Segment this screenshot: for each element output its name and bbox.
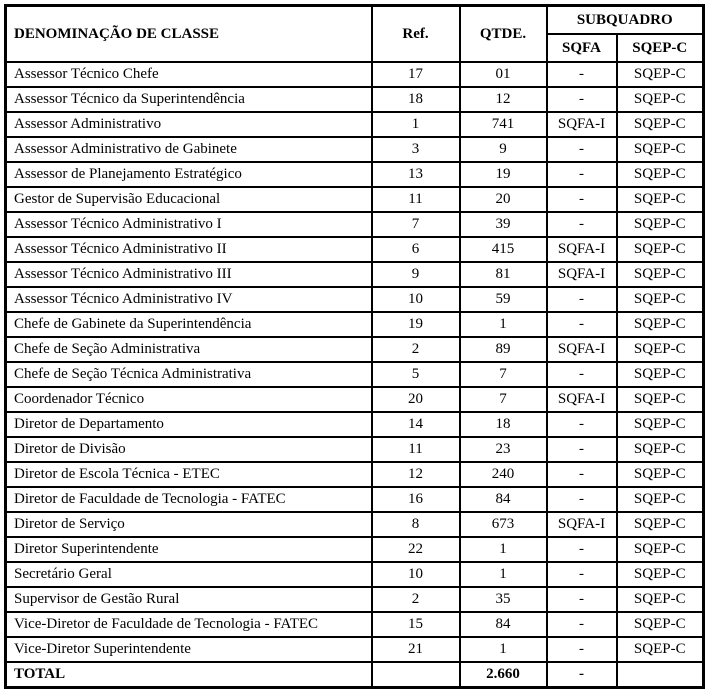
sqep-cell	[617, 662, 704, 688]
class-name-cell: Secretário Geral	[6, 562, 372, 587]
sqep-cell: SQEP-C	[617, 287, 704, 312]
class-name-cell: Assessor Técnico Administrativo I	[6, 212, 372, 237]
class-name-cell: TOTAL	[6, 662, 372, 688]
table-row	[6, 312, 704, 337]
table-row	[6, 587, 704, 612]
sqfa-cell: SQFA-I	[547, 337, 617, 362]
table-row	[6, 262, 704, 287]
sqfa-cell: SQFA-I	[547, 387, 617, 412]
ref-cell: 19	[372, 312, 460, 337]
class-quantity-table	[4, 4, 705, 689]
sqfa-cell: -	[547, 562, 617, 587]
qtde-cell: 12	[460, 87, 547, 112]
qtde-cell: 18	[460, 412, 547, 437]
sqfa-cell: -	[547, 587, 617, 612]
table-row	[6, 162, 704, 187]
class-name-cell: Gestor de Supervisão Educacional	[6, 187, 372, 212]
qtde-cell: 23	[460, 437, 547, 462]
ref-cell: 14	[372, 412, 460, 437]
sqfa-cell: -	[547, 212, 617, 237]
table-row	[6, 237, 704, 262]
class-name-cell: Vice-Diretor Superintendente	[6, 637, 372, 662]
table-row	[6, 562, 704, 587]
class-name-cell: Diretor de Divisão	[6, 437, 372, 462]
table-row	[6, 637, 704, 662]
header-qtde: QTDE.	[460, 6, 547, 63]
table-row	[6, 412, 704, 437]
qtde-cell: 19	[460, 162, 547, 187]
table-body	[6, 62, 704, 688]
sqep-cell: SQEP-C	[617, 387, 704, 412]
ref-cell: 16	[372, 487, 460, 512]
sqfa-cell: -	[547, 662, 617, 688]
qtde-cell: 81	[460, 262, 547, 287]
table-row	[6, 337, 704, 362]
qtde-cell: 84	[460, 487, 547, 512]
class-name-cell: Assessor Técnico Administrativo II	[6, 237, 372, 262]
sqep-cell: SQEP-C	[617, 187, 704, 212]
header-sqfa: SQFA	[547, 34, 617, 62]
ref-cell: 17	[372, 62, 460, 87]
sqep-cell: SQEP-C	[617, 637, 704, 662]
qtde-cell: 2.660	[460, 662, 547, 688]
qtde-cell: 240	[460, 462, 547, 487]
table-row	[6, 212, 704, 237]
qtde-cell: 39	[460, 212, 547, 237]
table-row	[6, 287, 704, 312]
table-row	[6, 387, 704, 412]
sqep-cell: SQEP-C	[617, 212, 704, 237]
table-row	[6, 87, 704, 112]
table-row	[6, 487, 704, 512]
sqep-cell: SQEP-C	[617, 312, 704, 337]
class-name-cell: Vice-Diretor de Faculdade de Tecnologia - FATEC	[6, 612, 372, 637]
ref-cell: 6	[372, 237, 460, 262]
ref-cell: 11	[372, 187, 460, 212]
sqfa-cell: -	[547, 362, 617, 387]
sqep-cell: SQEP-C	[617, 62, 704, 87]
qtde-cell: 84	[460, 612, 547, 637]
qtde-cell: 7	[460, 362, 547, 387]
sqep-cell: SQEP-C	[617, 412, 704, 437]
sqfa-cell: -	[547, 62, 617, 87]
sqfa-cell: -	[547, 462, 617, 487]
table-row	[6, 437, 704, 462]
sqfa-cell: -	[547, 487, 617, 512]
sqfa-cell: -	[547, 612, 617, 637]
qtde-cell: 01	[460, 62, 547, 87]
class-name-cell: Coordenador Técnico	[6, 387, 372, 412]
sqfa-cell: SQFA-I	[547, 262, 617, 287]
ref-cell	[372, 662, 460, 688]
ref-cell: 22	[372, 537, 460, 562]
sqfa-cell: -	[547, 162, 617, 187]
class-name-cell: Assessor Técnico Administrativo III	[6, 262, 372, 287]
ref-cell: 11	[372, 437, 460, 462]
ref-cell: 2	[372, 587, 460, 612]
class-name-cell: Diretor de Faculdade de Tecnologia - FATEC	[6, 487, 372, 512]
sqfa-cell: -	[547, 187, 617, 212]
table-row	[6, 137, 704, 162]
sqfa-cell: -	[547, 137, 617, 162]
sqep-cell: SQEP-C	[617, 262, 704, 287]
sqep-cell: SQEP-C	[617, 512, 704, 537]
table-row	[6, 62, 704, 87]
qtde-cell: 7	[460, 387, 547, 412]
class-name-cell: Diretor de Escola Técnica - ETEC	[6, 462, 372, 487]
ref-cell: 2	[372, 337, 460, 362]
class-name-cell: Chefe de Seção Administrativa	[6, 337, 372, 362]
qtde-cell: 1	[460, 562, 547, 587]
qtde-cell: 89	[460, 337, 547, 362]
ref-cell: 5	[372, 362, 460, 387]
table-row	[6, 537, 704, 562]
ref-cell: 18	[372, 87, 460, 112]
sqfa-cell: -	[547, 537, 617, 562]
qtde-cell: 9	[460, 137, 547, 162]
sqep-cell: SQEP-C	[617, 462, 704, 487]
sqep-cell: SQEP-C	[617, 487, 704, 512]
table-row	[6, 187, 704, 212]
ref-cell: 10	[372, 287, 460, 312]
class-name-cell: Diretor Superintendente	[6, 537, 372, 562]
table-row	[6, 462, 704, 487]
sqep-cell: SQEP-C	[617, 112, 704, 137]
qtde-cell: 1	[460, 312, 547, 337]
sqfa-cell: -	[547, 312, 617, 337]
class-name-cell: Assessor Administrativo	[6, 112, 372, 137]
sqep-cell: SQEP-C	[617, 162, 704, 187]
class-name-cell: Assessor Administrativo de Gabinete	[6, 137, 372, 162]
ref-cell: 3	[372, 137, 460, 162]
sqep-cell: SQEP-C	[617, 537, 704, 562]
class-name-cell: Chefe de Seção Técnica Administrativa	[6, 362, 372, 387]
sqfa-cell: -	[547, 637, 617, 662]
header-class-name: DENOMINAÇÃO DE CLASSE	[6, 6, 372, 63]
sqfa-cell: -	[547, 287, 617, 312]
qtde-cell: 20	[460, 187, 547, 212]
sqep-cell: SQEP-C	[617, 237, 704, 262]
class-name-cell: Assessor Técnico Administrativo IV	[6, 287, 372, 312]
ref-cell: 13	[372, 162, 460, 187]
qtde-cell: 35	[460, 587, 547, 612]
sqep-cell: SQEP-C	[617, 362, 704, 387]
ref-cell: 21	[372, 637, 460, 662]
class-name-cell: Diretor de Departamento	[6, 412, 372, 437]
sqep-cell: SQEP-C	[617, 612, 704, 637]
table-row	[6, 112, 704, 137]
qtde-cell: 741	[460, 112, 547, 137]
ref-cell: 7	[372, 212, 460, 237]
sqfa-cell: SQFA-I	[547, 112, 617, 137]
sqfa-cell: -	[547, 412, 617, 437]
sqep-cell: SQEP-C	[617, 587, 704, 612]
class-name-cell: Assessor Técnico da Superintendência	[6, 87, 372, 112]
qtde-cell: 415	[460, 237, 547, 262]
header-ref: Ref.	[372, 6, 460, 63]
class-name-cell: Assessor de Planejamento Estratégico	[6, 162, 372, 187]
qtde-cell: 673	[460, 512, 547, 537]
sqfa-cell: -	[547, 437, 617, 462]
ref-cell: 1	[372, 112, 460, 137]
ref-cell: 10	[372, 562, 460, 587]
sqep-cell: SQEP-C	[617, 337, 704, 362]
sqfa-cell: SQFA-I	[547, 237, 617, 262]
table-header	[6, 6, 704, 63]
class-name-cell: Supervisor de Gestão Rural	[6, 587, 372, 612]
table-row	[6, 512, 704, 537]
sqep-cell: SQEP-C	[617, 437, 704, 462]
sqep-cell: SQEP-C	[617, 137, 704, 162]
ref-cell: 12	[372, 462, 460, 487]
ref-cell: 8	[372, 512, 460, 537]
qtde-cell: 1	[460, 637, 547, 662]
class-name-cell: Chefe de Gabinete da Superintendência	[6, 312, 372, 337]
sqep-cell: SQEP-C	[617, 87, 704, 112]
sqfa-cell: -	[547, 87, 617, 112]
ref-cell: 9	[372, 262, 460, 287]
header-subquadro: SUBQUADRO	[547, 6, 704, 35]
qtde-cell: 1	[460, 537, 547, 562]
total-row	[6, 662, 704, 688]
class-name-cell: Assessor Técnico Chefe	[6, 62, 372, 87]
sqfa-cell: SQFA-I	[547, 512, 617, 537]
class-name-cell: Diretor de Serviço	[6, 512, 372, 537]
header-row-1	[6, 6, 704, 35]
ref-cell: 20	[372, 387, 460, 412]
table-row	[6, 362, 704, 387]
sqep-cell: SQEP-C	[617, 562, 704, 587]
qtde-cell: 59	[460, 287, 547, 312]
header-sqep: SQEP-C	[617, 34, 704, 62]
ref-cell: 15	[372, 612, 460, 637]
